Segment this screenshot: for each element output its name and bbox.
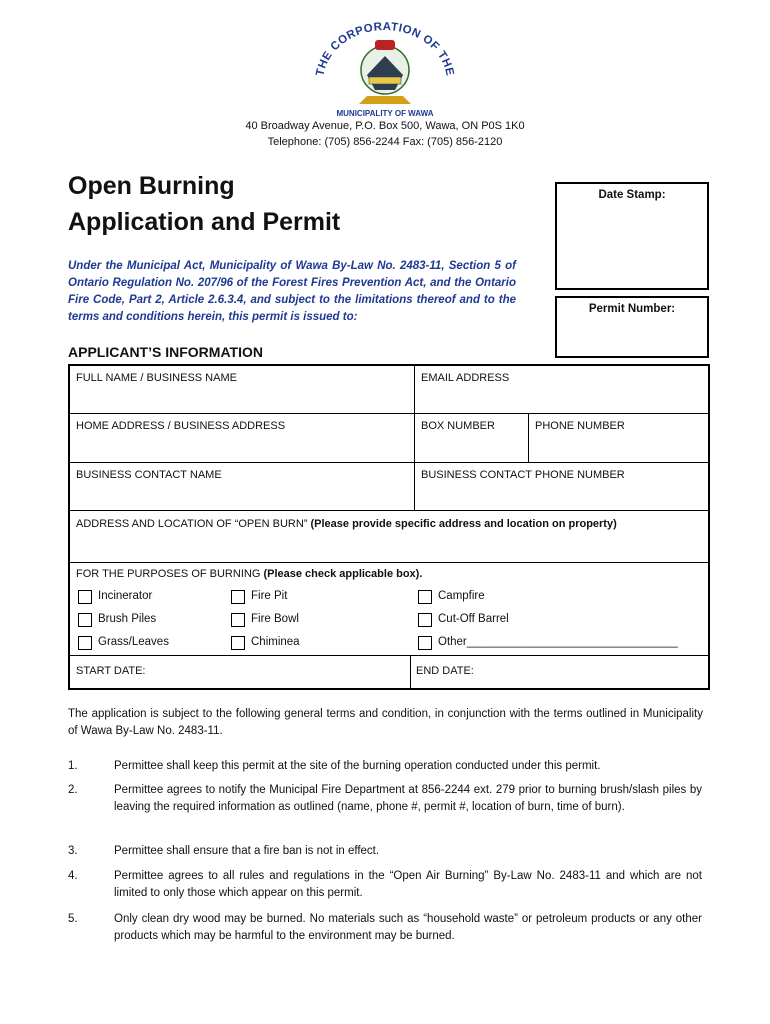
other-field[interactable]: Other_________________________________	[438, 636, 678, 648]
term-number: 3.	[68, 845, 78, 857]
cutoff-barrel-checkbox[interactable]	[418, 613, 432, 627]
burn-location-label: ADDRESS AND LOCATION OF “OPEN BURN”	[76, 518, 311, 530]
term-item	[68, 782, 703, 838]
fire-bowl-checkbox[interactable]	[231, 613, 245, 627]
cutoff-barrel-label: Cut-Off Barrel	[438, 613, 509, 625]
municipality-crest-icon	[315, 20, 455, 120]
start-date-field[interactable]: START DATE:	[76, 665, 146, 677]
chiminea-checkbox[interactable]	[231, 636, 245, 650]
full-name-field[interactable]: FULL NAME / BUSINESS NAME	[76, 372, 237, 384]
grass-leaves-checkbox[interactable]	[78, 636, 92, 650]
permit-number-label: Permit Number:	[588, 303, 676, 315]
business-contact-field[interactable]: BUSINESS CONTACT NAME	[76, 469, 222, 481]
brush-piles-checkbox[interactable]	[78, 613, 92, 627]
incinerator-checkbox[interactable]	[78, 590, 92, 604]
phone-number-field[interactable]: PHONE NUMBER	[535, 420, 625, 432]
address-line: 40 Broadway Avenue, P.O. Box 500, Wawa, ON P0S 1K0	[245, 120, 525, 132]
purpose-note: (Please check applicable box).	[263, 568, 423, 580]
date-stamp-box	[555, 182, 709, 290]
term-item	[68, 868, 703, 906]
svg-text:THE CORPORATION OF THE: THE CORPORATION OF THE	[315, 20, 455, 78]
date-stamp-label: Date Stamp:	[598, 189, 666, 201]
section-title: APPLICANT’S INFORMATION	[68, 344, 263, 360]
title-line2: Application and Permit	[68, 208, 341, 236]
term-text: Permittee shall ensure that a fire ban is not in effect.	[114, 845, 380, 857]
phone-fax-line: Telephone: (705) 856-2244 Fax: (705) 856-2120	[267, 136, 503, 148]
business-phone-field[interactable]: BUSINESS CONTACT PHONE NUMBER	[421, 469, 625, 481]
term-number: 4.	[68, 870, 78, 882]
campfire-label: Campfire	[438, 590, 485, 602]
box-number-field[interactable]: BOX NUMBER	[421, 420, 495, 432]
other-checkbox[interactable]	[418, 636, 432, 650]
burn-location-note: (Please provide specific address and location on property)	[310, 518, 617, 530]
campfire-checkbox[interactable]	[418, 590, 432, 604]
home-address-field[interactable]: HOME ADDRESS / BUSINESS ADDRESS	[76, 420, 286, 432]
incinerator-label: Incinerator	[98, 590, 153, 602]
term-text: Permittee shall keep this permit at the site of the burning operation conducted under this permit.	[114, 760, 601, 772]
svg-text:MUNICIPALITY OF WAWA: MUNICIPALITY OF WAWA	[336, 109, 434, 118]
brush-piles-label: Brush Piles	[98, 613, 157, 625]
term-number: 5.	[68, 913, 78, 925]
intro-paragraph: Under the Municipal Act, Municipality of Wawa By-Law No. 2483-11, Section 5 of Ontario Regulation No. 207/96 of the Forest Fires Prevention Act, and the Ontario Fire Code, Part 2, Article 2.6.3.4, and subject to the limitations thereof and to the terms and conditions herein, this permit is issued to:	[68, 260, 516, 323]
term-text: Permittee agrees to notify the Municipal Fire Department at 856-2244 ext. 279 prior to burning brush/slash piles by leaving the required information as outlined (name, phone #, permit #, location of burn, time of burn).	[114, 784, 702, 813]
term-text: Only clean dry wood may be burned. No materials such as “household waste” or petroleum products or any other products which may be harmful to the environment may be burned.	[114, 913, 702, 942]
applicant-form	[68, 364, 710, 690]
chiminea-label: Chiminea	[251, 636, 300, 648]
term-number: 2.	[68, 784, 78, 796]
permit-number-box	[555, 296, 709, 358]
term-item	[68, 911, 703, 949]
municipality-logo	[315, 20, 455, 120]
term-item	[68, 843, 703, 863]
title-line1: Open Burning	[68, 172, 235, 200]
terms-intro: The application is subject to the following general terms and condition, in conjunction with the terms outlined in Municipality of Wawa By-Law No. 2483-11.	[68, 708, 703, 737]
term-number: 1.	[68, 760, 78, 772]
purpose-label: FOR THE PURPOSES OF BURNING	[76, 568, 264, 580]
fire-pit-checkbox[interactable]	[231, 590, 245, 604]
burn-location-field[interactable]	[76, 518, 617, 530]
fire-bowl-label: Fire Bowl	[251, 613, 299, 625]
term-item	[68, 758, 703, 778]
fire-pit-label: Fire Pit	[251, 590, 288, 602]
purpose-heading	[76, 568, 422, 580]
term-text: Permittee agrees to all rules and regulations in the “Open Air Burning” By-Law No. 2483-11 and which are not limited to only those which appear on this permit.	[114, 870, 702, 899]
end-date-field[interactable]: END DATE:	[416, 665, 474, 677]
email-field[interactable]: EMAIL ADDRESS	[421, 372, 510, 384]
grass-leaves-label: Grass/Leaves	[98, 636, 169, 648]
